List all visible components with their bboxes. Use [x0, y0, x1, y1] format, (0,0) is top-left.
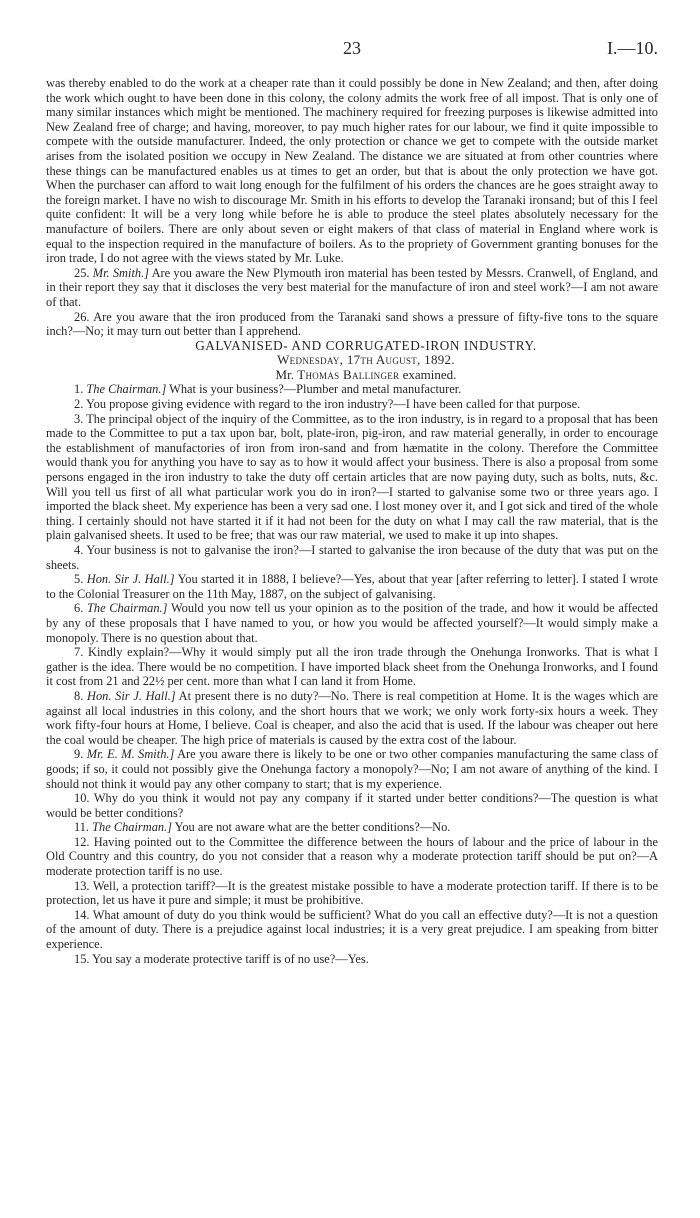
question-text: Are you aware there is likely to be one or two other companies manufacturing the same class of goods; if so, it could not possibly give the Onehunga factory a monopoly?—No; I am not aware of anything of the kind. I should not think it would pay any other company to start; that is my experience. [46, 747, 659, 791]
question-text: At present there is no duty?—No. There is real competition at Home. It is the wages which are against all local industries in this colony, and the short hours that we work; we only work forty-six hours a week. They work fifty-four hours at Home, I believe. Coal is cheaper, and also the acid that is used. If the labour was cheaper out here the coal would be cheaper. The high price of materials is caused by the extra cost of the labour. [46, 688, 658, 747]
question-text: Having pointed out to the Committee the difference between the hours of labour and the price of labour in the Old Country and this country, do you not consider that a reason why a moderate protection tariff should be put on?—A moderate protection tariff is no use. [46, 834, 658, 879]
date-day: Wednesday [277, 352, 340, 368]
question-item [46, 791, 658, 820]
question-speaker: The Chairman.] [92, 820, 173, 835]
question-text: Are you aware the New Plymouth iron material has been tested by Messrs. Cranwell, of England, and in their report they say that it discloses the very best material for the manufacture of iron and steel work?—I am not aware of that. [46, 265, 658, 309]
witness-line [46, 368, 658, 383]
question-text: Your business is not to galvanise the iron?—I started to galvanise the iron because of the duty that was put on the sheets. [46, 543, 658, 572]
question-number: 3. [74, 411, 84, 426]
question-number: 26. [74, 309, 90, 324]
question-text: Why do you think it would not pay any company if it started under better conditions?—The question is what would be better conditions? [46, 791, 659, 820]
question-number: 25. [74, 265, 90, 280]
question-number: 8. [74, 688, 84, 703]
question-speaker: Hon. Sir J. Hall.] [86, 572, 175, 587]
question-text: You say a moderate protective tariff is of no use?—Yes. [92, 951, 369, 966]
question-text: The principal object of the inquiry of the Committee, as to the iron industry, is in regard to a proposal that has been made to the Committee to put a tax upon bar, bolt, plate-iron, pig-iron, and raw material generally, in order to encourage the establishment of manufactories of iron from iron-sand and from hæmatite in the colony. Therefore the Committee would thank you for anything you have to say as to how it would affect your business. There is also a proposal from some persons engaged in the iron industry to take the duty off certain articles that are now paying duty, such as bolts, nuts, &c. Will you tell us first of all what particular work you do in iron?—I started to galvanise some two or three years ago. I imported the black sheet. My experience has been a very sad one. I lost money over it, and I got sick and tired of the whole thing. I certainly should not have started it if it had not been for the duty on what I may call the raw material, that is the plain galvanised sheets. It used to be free; that was our raw material, we used to make it up into shapes. [46, 411, 658, 543]
question-item [46, 835, 658, 879]
question-number: 12. [74, 834, 90, 849]
page-header [46, 38, 658, 62]
section-heading: GALVANISED- AND CORRUGATED-IRON INDUSTRY. [195, 337, 537, 353]
witness-name: Thomas Ballinger [297, 366, 400, 382]
question-text: You are not aware what are the better conditions?—No. [174, 820, 451, 835]
question-item [46, 820, 658, 835]
question-item [46, 412, 658, 543]
question-text: You propose giving evidence with regard to the iron industry?—I have been called for that purpose. [85, 397, 581, 412]
question-text: Well, a protection tariff?—It is the greatest mistake possible to have a moderate protection tariff. If there is to be protection, let us have it pure and simple; it must be prohibitive. [46, 878, 658, 908]
pre-section-questions [46, 266, 658, 339]
question-number: 7. [74, 645, 84, 660]
witness-prefix: Mr. [275, 366, 294, 382]
question-item [46, 601, 658, 645]
question-number: 10. [74, 791, 90, 806]
question-number: 2. [74, 397, 84, 412]
question-item [46, 397, 658, 412]
question-speaker: The Chairman.] [86, 382, 167, 397]
series-reference: I.—10. [607, 38, 658, 58]
question-number: 9. [74, 747, 84, 762]
question-number: 6. [74, 601, 84, 616]
question-speaker: Mr. E. M. Smith.] [86, 747, 175, 762]
question-item [46, 879, 658, 908]
question-speaker: Mr. Smith.] [92, 265, 150, 280]
continuation-paragraph: was thereby enabled to do the work at a cheaper rate than it could possibly be done in New Zealand; and then, after doing the work which ought to have been done in this colony, the colony admits the work free of all impost. That is only one of many similar instances which might be mentioned. The machinery required for freezing purposes is likewise admitted into New Zealand free of charge; and having, moreover, to pay much higher rates for our labour, we find it quite impossible to compete with the outside manufacturer. Indeed, the only protection or chance we get to compete with the outside market arises from the isolated position we occupy in New Zealand. The distance we are situated at from other countries where these things can be manufactured enables us at times to get an order, but that is about the only protection we have got. When the purchaser can afford to wait long enough for the fulfilment of his orders the chances are he goes straight away to the foreign market. I have no wish to discourage Mr. Smith in his efforts to develop the Taranaki ironsand; but of this I feel quite confident: It will be a very long while before he is able to produce the steel plates absolutely necessary for the manufacture of boilers. There are only about seven or eight makers of that class of material in England where work is equal to the inspection required in the manufacture of boilers. As to the propriety of Government granting bonuses for the iron trade, I do not agree with the views stated by Mr. Luke. [46, 76, 658, 266]
question-speaker: Hon. Sir J. Hall.] [87, 688, 176, 703]
question-number: 4. [74, 543, 84, 557]
question-item [46, 572, 658, 601]
question-item [46, 382, 658, 397]
question-number: 13. [74, 878, 90, 893]
question-number: 1. [74, 382, 84, 397]
question-item [46, 689, 658, 747]
witness-suffix: examined. [402, 366, 457, 382]
evidence-questions [46, 382, 658, 966]
date-rest: , 17th August, 1892. [339, 352, 455, 368]
question-text: Are you aware that the iron produced from the Taranaki sand shows a pressure of fifty-five tons to the square inch?—No; it may turn out better than I apprehend. [46, 309, 658, 339]
question-number: 14. [74, 907, 90, 922]
question-text: What is your business?—Plumber and metal manufacturer. [169, 382, 462, 397]
question-number: 15. [74, 951, 90, 966]
question-text: Kindly explain?—Why it would simply put all the iron trade through the Onehunga Ironworks. That is what I gather is the idea. There would be no competition. I have imported black sheet from the Onehunga Ironworks, and I found it cost from 21 and 22½ per cent. more than what I can land it from Home. [46, 645, 658, 689]
question-item [46, 310, 658, 339]
question-item [46, 266, 658, 310]
question-item [46, 952, 658, 967]
question-text: You started it in 1888, I believe?—Yes, about that year [after referring to letter]. I stated I wrote to the Colonial Treasurer on the 11th May, 1887, on the subject of galvanising. [46, 572, 658, 601]
question-text: Would you now tell us your opinion as to the position of the trade, and how it would be affected by any of these proposals that I have named to you, or how you would be affected yourself?—It would simply make a monopoly. There is no question about that. [46, 601, 659, 645]
question-text: What amount of duty do you think would be sufficient? What do you call an effective duty?—It is not a question of the amount of duty. There is a prejudice against local industries; it is a very great prejudice. I am speaking from bitter experience. [46, 907, 658, 952]
section-date [46, 353, 658, 368]
page-number: 23 [343, 38, 361, 58]
question-speaker: The Chairman.] [87, 601, 168, 616]
question-number: 5. [74, 572, 84, 587]
body-text [46, 76, 658, 966]
question-item [46, 747, 658, 791]
question-item [46, 543, 658, 572]
question-item [46, 645, 658, 689]
question-item [46, 908, 658, 952]
question-number: 11. [74, 820, 90, 835]
